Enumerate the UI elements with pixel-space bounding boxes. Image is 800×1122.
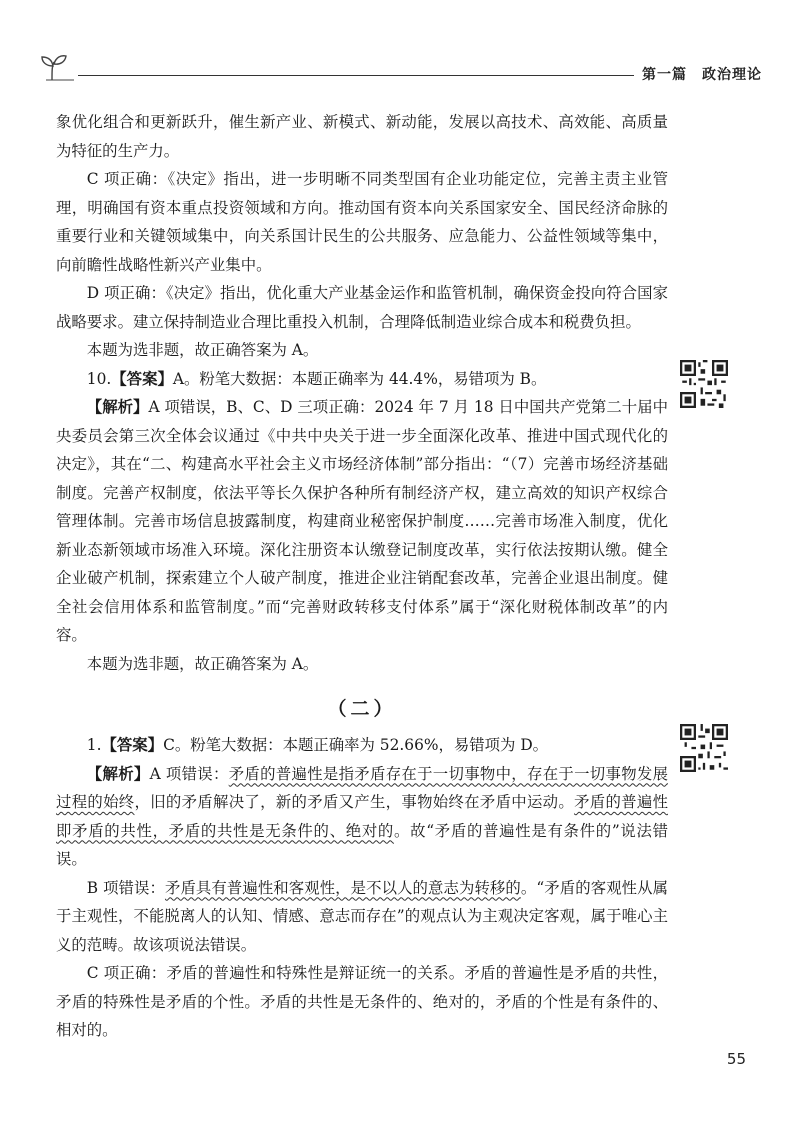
answer-tag: 【答案】 (101, 736, 164, 754)
emphasis-text: 矛盾的普遍性是指矛盾存在于一切事物中，存在于一切事物发展过程的始终 (56, 764, 668, 811)
analysis-text: 。“矛盾的客观性从属于主观性，不能脱离人的认知、情感、意志而存在”的观点认为主观决定客观，属于唯心主义的范畴。故该项说法错误。 (56, 878, 669, 954)
option-a-lead: A 项错误： (149, 764, 229, 783)
section-heading: （二） (327, 698, 397, 720)
analysis-text: 。故“矛盾的普遍性是有条件的”说法错误。 (56, 821, 668, 868)
section-title: 第一篇 政治理论 (642, 67, 762, 83)
leaf-icon (38, 52, 78, 84)
answer-line (56, 731, 668, 760)
analysis-tag: 【解析】 (86, 764, 150, 783)
answer-line (56, 365, 668, 394)
analysis-paragraph: C 项正确：矛盾的普遍性和特殊性是辩证统一的关系。矛盾的普遍性是矛盾的共性，矛盾的特殊性是矛盾的个性。矛盾的共性是无条件的、绝对的，矛盾的个性是有条件的、相对的。 (56, 964, 668, 1039)
emphasis-text: 矛盾的普遍性即矛盾的共性，矛盾的共性是无条件的、绝对的 (56, 793, 668, 840)
paragraph: 本题为选非题，故正确答案为 A。 (86, 341, 319, 359)
page-header (38, 52, 762, 92)
answer-text: C。粉笔大数据：本题正确率为 52.66%，易错项为 D。 (163, 736, 549, 754)
qr-code-icon[interactable] (680, 360, 728, 408)
header-rule (78, 75, 634, 76)
emphasis-text: 矛盾具有普遍性和客观性，是不以人的意志为转移的 (164, 878, 521, 897)
paragraph: C 项正确：《决定》指出，进一步明晰不同类型国有企业功能定位，完善主责主业管理，明确国有资本重点投资领域和方向。推动国有资本向关系国家安全、国民经济命脉的重要行业和关键领域集中，向关系国计民生的公共服务、应急能力、公益性领域等集中，向前瞻性战略性新兴产业集中。 (56, 170, 668, 274)
qr-code-icon[interactable] (680, 724, 728, 772)
analysis-paragraph (56, 760, 668, 874)
analysis-text: A 项错误，B、C、D 三项正确：2024 年 7 月 18 日中国共产党第二十届中央委员会第三次全体会议通过《中共中央关于进一步全面深化改革、推进中国式现代化的决定》，其在“二、构建高水平社会主义市场经济体制”部分指出：“（7）完善市场经济基础制度。完善产权制度，依法平等长久保护各种所有制经济产权，建立高效的知识产权综合管理体制。完善市场信息披露制度，构建商业秘密保护制度……完善市场准入制度，优化新业态新领域市场准入环境。深化注册资本认缴登记制度改革，实行依法按期认缴。健全企业破产机制，探索建立个人破产制度，推进企业注销配套改革，完善企业退出制度。健全社会信用体系和监管制度。”而“完善财政转移支付体系”属于“深化财税体制改革”的内容。 (56, 398, 668, 644)
answer-text: A。粉笔大数据：本题正确率为 44.4%，易错项为 B。 (172, 369, 547, 388)
page-number: 55 (726, 1050, 746, 1068)
paragraph: 象优化组合和更新跃升，催生新产业、新模式、新动能，发展以高技术、高效能、高质量为特征的生产力。 (56, 113, 668, 160)
paragraph: D 项正确：《决定》指出，优化重大产业基金运作和监管机制，确保资金投向符合国家战略要求。建立保持制造业合理比重投入机制，合理降低制造业综合成本和税费负担。 (56, 284, 668, 331)
analysis-paragraph (56, 393, 668, 650)
analysis-paragraph (56, 874, 668, 960)
question-number: 10. (86, 369, 112, 388)
page-content (56, 108, 668, 1045)
question-number: 1. (86, 736, 102, 754)
answer-tag: 【答案】 (111, 369, 173, 388)
option-b-lead: B 项错误： (86, 878, 165, 897)
analysis-text: ，旧的矛盾解决了，新的矛盾又产生，事物始终在矛盾中运动。 (134, 793, 575, 811)
analysis-tag: 【解析】 (86, 398, 149, 416)
paragraph: 本题为选非题，故正确答案为 A。 (86, 654, 319, 673)
